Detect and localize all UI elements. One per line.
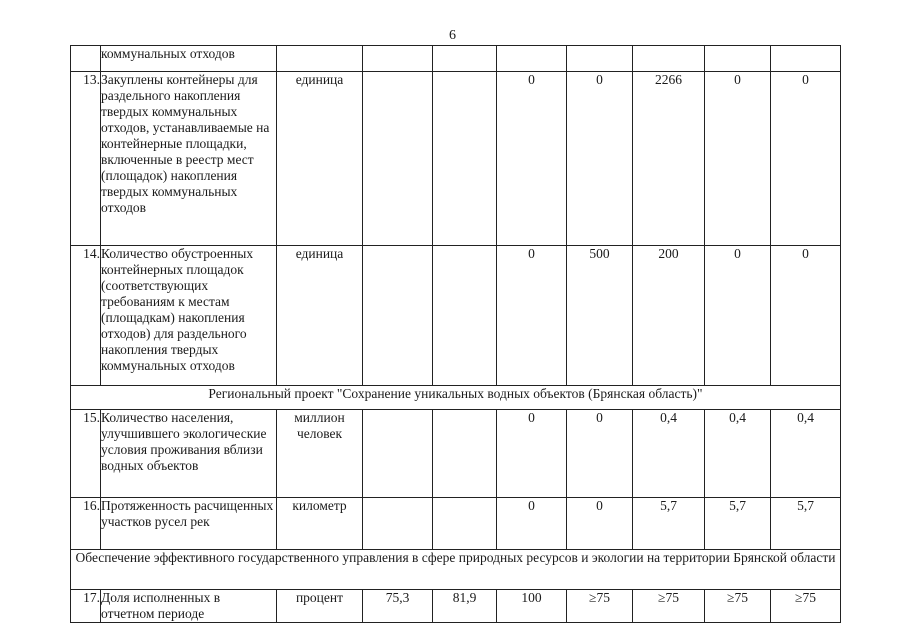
value-cell — [433, 410, 497, 498]
value-cell: 5,7 — [705, 498, 771, 550]
value-cell — [433, 46, 497, 72]
section-title: Региональный проект "Сохранение уникальных водных объектов (Брянская область)" — [71, 386, 841, 410]
table-row — [71, 246, 841, 386]
unit-of-measure: единица — [277, 246, 363, 386]
unit-of-measure — [277, 46, 363, 72]
indicator-name: Количество населения, улучшившего экологические условия проживания вблизи водных объектов — [101, 410, 277, 498]
value-cell: 200 — [633, 246, 705, 386]
value-cell: 5,7 — [633, 498, 705, 550]
indicator-name: Закуплены контейнеры для раздельного накопления твердых коммунальных отходов, устанавливаемые на контейнерные площадки, включенные в реестр мест (площадок) накопления твердых коммунальных отходов — [101, 72, 277, 246]
value-cell: 0 — [567, 72, 633, 246]
table-row — [71, 72, 841, 246]
value-cell: 81,9 — [433, 590, 497, 623]
value-cell — [363, 246, 433, 386]
table-row — [71, 46, 841, 72]
value-cell: 0 — [567, 498, 633, 550]
value-cell: 2266 — [633, 72, 705, 246]
indicator-name: Доля исполненных в отчетном периоде — [101, 590, 277, 623]
table-row — [71, 498, 841, 550]
value-cell — [363, 410, 433, 498]
indicators-table — [70, 45, 841, 623]
value-cell — [705, 46, 771, 72]
value-cell — [497, 46, 567, 72]
value-cell — [633, 46, 705, 72]
value-cell: ≥75 — [771, 590, 841, 623]
value-cell: 0 — [497, 72, 567, 246]
value-cell: 0,4 — [633, 410, 705, 498]
unit-of-measure: единица — [277, 72, 363, 246]
value-cell: 5,7 — [771, 498, 841, 550]
row-number: 15. — [71, 410, 101, 498]
value-cell: 100 — [497, 590, 567, 623]
value-cell — [433, 72, 497, 246]
value-cell — [433, 498, 497, 550]
row-number: 16. — [71, 498, 101, 550]
value-cell: 0 — [567, 410, 633, 498]
value-cell: ≥75 — [633, 590, 705, 623]
value-cell: 0,4 — [705, 410, 771, 498]
value-cell: 0 — [705, 72, 771, 246]
indicator-name: коммунальных отходов — [101, 46, 277, 72]
table-row — [71, 410, 841, 498]
value-cell: 0,4 — [771, 410, 841, 498]
page-number: 6 — [449, 28, 456, 43]
value-cell — [363, 498, 433, 550]
row-number: 13. — [71, 72, 101, 246]
value-cell: 500 — [567, 246, 633, 386]
unit-of-measure: километр — [277, 498, 363, 550]
row-number: 17. — [71, 590, 101, 623]
value-cell: 0 — [771, 72, 841, 246]
value-cell — [567, 46, 633, 72]
value-cell: ≥75 — [705, 590, 771, 623]
value-cell: 75,3 — [363, 590, 433, 623]
value-cell: 0 — [771, 246, 841, 386]
section-title: Обеспечение эффективного государственного управления в сфере природных ресурсов и экологии на территории Брянской области — [71, 550, 841, 590]
indicator-name: Протяженность расчищенных участков русел рек — [101, 498, 277, 550]
value-cell — [363, 46, 433, 72]
value-cell: ≥75 — [567, 590, 633, 623]
section-header-row — [71, 550, 841, 590]
indicator-name: Количество обустроенных контейнерных площадок (соответствующих требованиям к местам (площадкам) накопления отходов) для раздельного накопления твердых коммунальных отходов — [101, 246, 277, 386]
value-cell: 0 — [497, 410, 567, 498]
value-cell — [363, 72, 433, 246]
table-row — [71, 590, 841, 623]
row-number: 14. — [71, 246, 101, 386]
value-cell: 0 — [705, 246, 771, 386]
unit-of-measure: процент — [277, 590, 363, 623]
value-cell — [433, 246, 497, 386]
value-cell — [771, 46, 841, 72]
section-header-row — [71, 386, 841, 410]
row-number — [71, 46, 101, 72]
value-cell: 0 — [497, 246, 567, 386]
unit-of-measure: миллион человек — [277, 410, 363, 498]
value-cell: 0 — [497, 498, 567, 550]
